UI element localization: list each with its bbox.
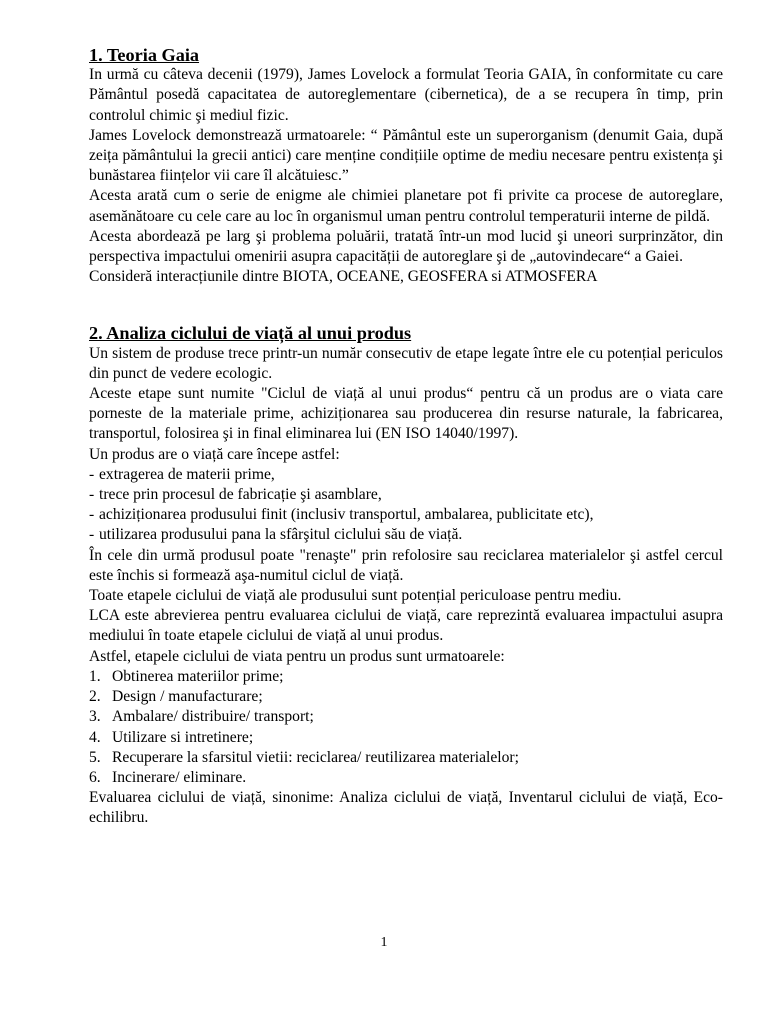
dash-list xyxy=(89,465,723,546)
paragraph: Un sistem de produse trece printr-un număr consecutiv de etape legate între ele cu potențial periculos din punct de vedere ecologic. xyxy=(89,344,723,382)
paragraph: Acesta arată cum o serie de enigme ale chimiei planetare pot fi privite ca procese de autoreglare, asemănătoare cu cele care au loc în organismul uman pentru controlul temperaturii interne de pildă. xyxy=(89,187,723,225)
dash-marker: - xyxy=(89,486,95,504)
dash-marker: - xyxy=(89,506,95,524)
paragraph: Consideră interacțiunile dintre BIOTA, OCEANE, GEOSFERA si ATMOSFERA xyxy=(89,268,598,286)
paragraph: Un produs are o viață care începe astfel: xyxy=(89,445,340,463)
paragraph: In urmă cu câteva decenii (1979), James Lovelock a formulat Teoria GAIA, în conformitate cu care Pământul posedă capacitatea de autoreglementare (cibernetica), de a se recupera în timp, prin controlul chimic şi mediul fizic. xyxy=(89,66,723,124)
paragraph: Toate etapele ciclului de viață ale produsului sunt potențial periculoase pentru mediu. xyxy=(89,587,622,605)
section-2-heading: 2. Analiza ciclului de viață al unui produs xyxy=(89,323,412,344)
document-page xyxy=(89,45,723,829)
list-item: 5. Recuperare la sfarsitul vietii: reciclarea/ reutilizarea materialelor; xyxy=(89,748,519,766)
paragraph: Acesta abordează pe larg şi problema poluării, tratată într-un mod lucid şi uneori surprinzător, din perspectiva impactului omenirii asupra capacității de autoreglare şi de „autovindecare“ a Gaiei. xyxy=(89,227,723,266)
list-item: - utilizarea produsului pana la sfârşitul ciclului său de viață. xyxy=(89,525,723,545)
list-item: 2. Design / manufacturare; xyxy=(89,688,263,706)
paragraph: James Lovelock demonstrează urmatoarele: “ Pământul este un superorganism (denumit Gaia, după zeița pământului la grecii antici) care menține condițiile optime de mediu necesare pentru existența şi bunăstarea ființelor vii care îl alcătuiesc.” xyxy=(89,126,723,185)
section-1-heading: 1. Teoria Gaia xyxy=(89,45,200,65)
list-item: 6. Incinerare/ eliminare. xyxy=(89,768,247,786)
list-item: 1. Obtinerea materiilor prime; xyxy=(89,667,284,685)
numbered-list xyxy=(89,667,723,788)
list-item: - extragerea de materii prime, xyxy=(89,465,723,485)
paragraph: Evaluarea ciclului de viață, sinonime: Analiza ciclului de viață, Inventarul ciclului de viață, Eco-echilibru. xyxy=(89,789,723,827)
dash-marker: - xyxy=(89,465,95,483)
dash-marker: - xyxy=(89,526,95,544)
list-item: - trece prin procesul de fabricație şi asamblare, xyxy=(89,485,723,505)
paragraph: LCA este abrevierea pentru evaluarea ciclului de viață, care reprezintă evaluarea impactului asupra mediului în toate etapele ciclului de viață al unui produs. xyxy=(89,607,723,645)
list-item: 3. Ambalare/ distribuire/ transport; xyxy=(89,708,314,726)
list-item: 4. Utilizare si intretinere; xyxy=(89,728,254,746)
section-spacer xyxy=(89,287,723,323)
page-number: 1 xyxy=(380,935,388,950)
paragraph: Astfel, etapele ciclului de viata pentru un produs sunt urmatoarele: xyxy=(89,647,505,665)
paragraph: În cele din urmă produsul poate "renaşte" prin refolosire sau reciclarea materialelor şi astfel cercul este închis si formează aşa-numitul ciclul de viață. xyxy=(89,546,723,584)
paragraph: Aceste etape sunt numite "Ciclul de viață al unui produs“ pentru că un produs are o viata care porneste de la materiale prime, achiziționarea sau producerea din resurse naturale, la fabricarea, transportul, folosirea şi in final eliminarea lui (EN ISO 14040/1997). xyxy=(89,385,723,443)
list-item: - achiziționarea produsului finit (inclusiv transportul, ambalarea, publicitate etc), xyxy=(89,505,723,525)
